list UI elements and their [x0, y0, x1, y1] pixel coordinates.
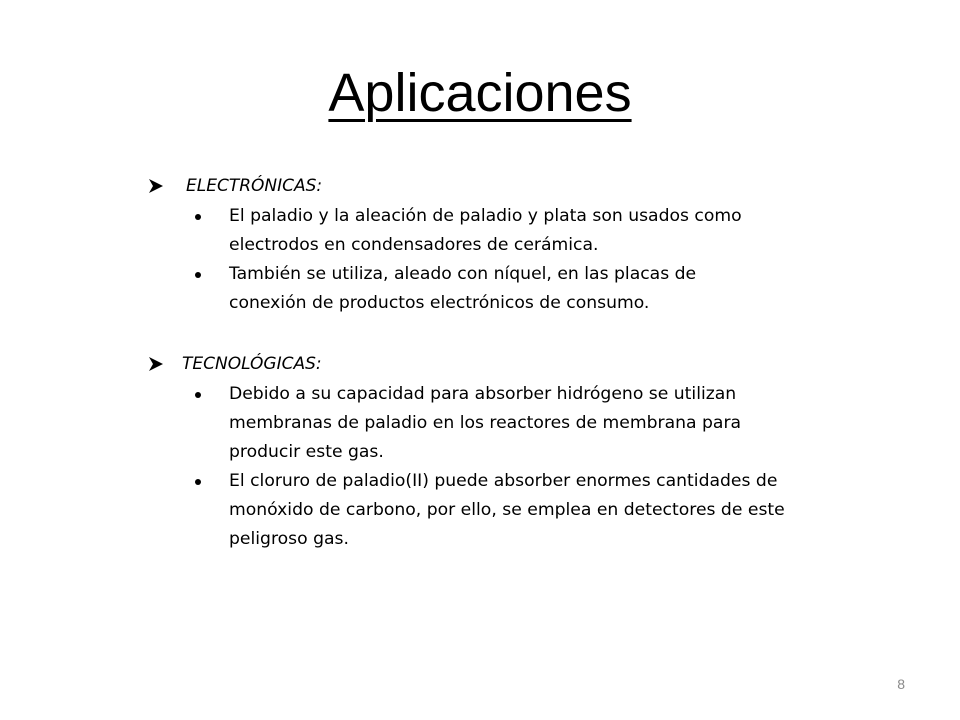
section-tecnologicas: [148, 348, 838, 554]
round-bullet-icon: [195, 272, 201, 278]
round-bullet-icon: [195, 214, 201, 220]
list-item: [148, 202, 789, 260]
section-heading: [148, 170, 838, 202]
list-item-text: También se utiliza, aleado con níquel, en las placas de conexión de productos electrónicos de consumo.: [229, 264, 697, 313]
section-heading-text: TECNOLÓGICAS:: [182, 354, 322, 374]
arrowhead-bullet-icon: [148, 356, 164, 372]
section-heading: [148, 348, 838, 380]
list-item: [148, 260, 769, 318]
bullet-list: [148, 202, 838, 318]
slide-content: [148, 170, 838, 584]
round-bullet-icon: [195, 479, 201, 485]
list-item-text: El cloruro de paladio(II) puede absorber enormes cantidades de monóxido de carbono, por ello, se emplea en detectores de este peligroso gas.: [229, 471, 785, 549]
section-heading-text: ELECTRÓNICAS:: [186, 176, 323, 196]
slide-title-text: Aplicaciones: [328, 63, 632, 123]
slide-title: [0, 58, 960, 128]
list-item: [148, 467, 829, 554]
arrowhead-bullet-icon: [148, 178, 164, 194]
section-electronicas: [148, 170, 838, 318]
round-bullet-icon: [195, 392, 201, 398]
list-item-text: Debido a su capacidad para absorber hidrógeno se utilizan membranas de paladio en los reactores de membrana para producir este gas.: [229, 384, 742, 462]
page-number: 8: [897, 676, 905, 692]
list-item: [148, 380, 809, 467]
list-item-text: El paladio y la aleación de paladio y plata son usados como electrodos en condensadores de cerámica.: [229, 206, 742, 255]
bullet-list: [148, 380, 838, 554]
